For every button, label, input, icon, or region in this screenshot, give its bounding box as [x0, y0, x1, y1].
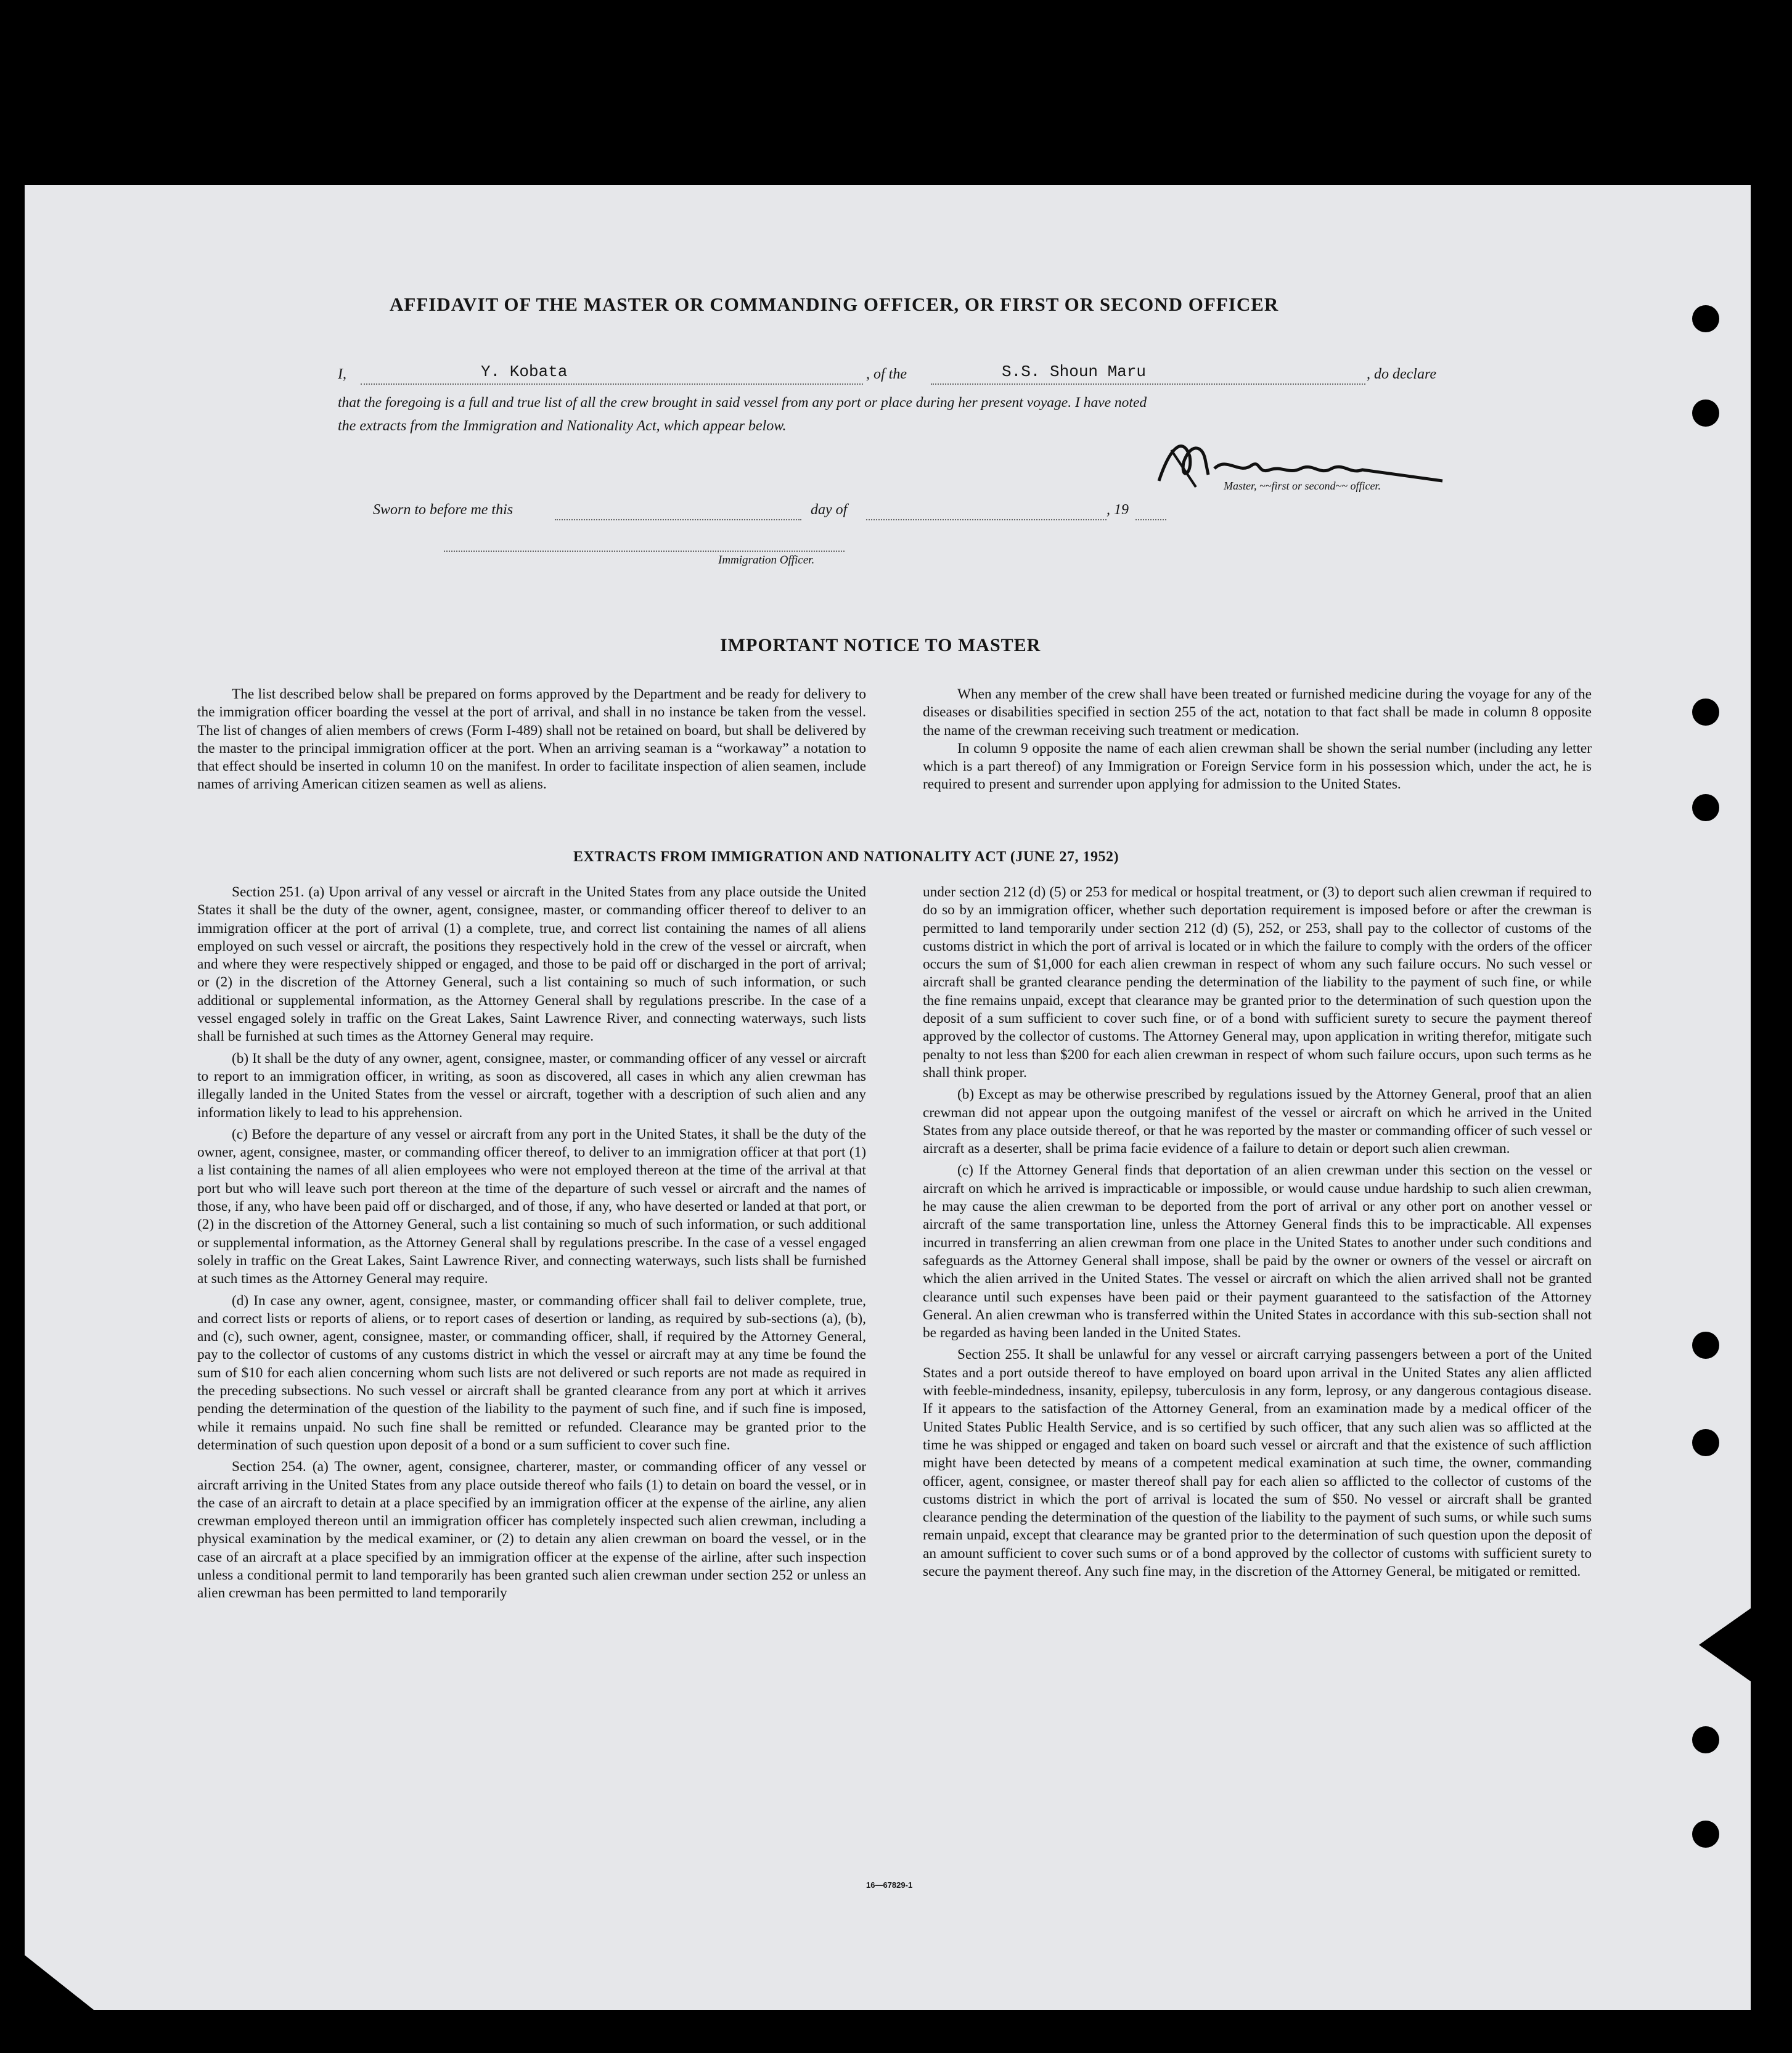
affidavit-title: AFFIDAVIT OF THE MASTER OR COMMANDING OFFICER, OR FIRST OR SECOND OFFICER — [390, 293, 1279, 315]
binder-hole — [1692, 1429, 1719, 1456]
i-label: I, — [338, 366, 346, 382]
notice-right-p2: In column 9 opposite the name of each alien crewman shall be shown the serial number (including any letter which is a part thereof) of any Immigration or Foreign Service form in his possession which, under the act, he is required to present and surrender upon applying for admission to the United States. — [923, 740, 1592, 793]
notice-left-text: The list described below shall be prepared on forms approved by the Department and be ready for delivery to the immigration officer boarding the vessel at the port of arrival, and shall in no instance be taken from the vessel. The list of changes of alien members of crews (Form I-489) shall not be retained on board, but shall be delivered by the master to the principal immigration officer at the port. When an arriving seaman is a “workaway” a notation to that effect should be inserted in column 10 on the manifest. In order to facilitate inspection of alien seamen, include names of arriving American citizen seamen as well as aliens. — [197, 686, 866, 793]
section-251a: Section 251. (a) Upon arrival of any vessel or aircraft in the United States from any place outside the United States it shall be the duty of the owner, agent, consignee, master, or commanding officer thereof to deliver to an immigration officer at the port of arrival (1) a complete, true, and correct list containing the names of all aliens employed on such vessel or aircraft, the positions they respectively hold in the crew of the vessel or aircraft, when and where they were respectively shipped or engaged, and those to be paid off or discharged in the port of arrival; or (2) in the discretion of the Attorney General, such a list containing so much of such information, or such additional or supplemental information, as the Attorney General shall by regulations prescribe. In the case of a vessel engaged solely in traffic on the Great Lakes, Saint Lawrence River, and connecting waterways, such lists shall be furnished at such times as the Attorney General may require. — [197, 884, 866, 1045]
sworn-label: Sworn to before me this — [373, 502, 513, 518]
statement-line-1: that the foregoing is a full and true list of all the crew brought in said vessel from any port or place during her present voyage. I have noted — [338, 395, 1147, 411]
notice-title: IMPORTANT NOTICE TO MASTER — [720, 635, 1041, 655]
notice-left-column — [197, 686, 866, 798]
year-label: , 19 — [1107, 502, 1129, 518]
binder-hole — [1692, 794, 1719, 821]
statement-line-2: the extracts from the Immigration and Nationality Act, which appear below. — [338, 418, 787, 434]
binder-hole — [1692, 1332, 1719, 1359]
immigration-officer-label: Immigration Officer. — [718, 554, 815, 567]
binder-hole — [1692, 400, 1719, 427]
binder-hole — [1692, 699, 1719, 726]
section-251c: (c) Before the departure of any vessel or aircraft from any port in the United States, it shall be the duty of the owner, agent, consignee, master, or commanding officer thereof, to deliver to an immigration officer at that port (1) a list containing the names of all alien employees who were not employed thereon at the time of the arrival at that port but who will leave such port thereon at the time of the departure of such vessel or aircraft and the names of those, if any, who have been paid off or discharged, and of those, if any, who have deserted or landed at that port, or (2) in the discretion of the Attorney General, such a list containing so much of such information, or such additional or supplemental information, as the Attorney General shall by regulations prescribe. In the case of a vessel engaged solely in traffic on the Great Lakes, Saint Lawrence River, and connecting waterways, such lists shall be furnished at such times as the Attorney General may require. — [197, 1126, 866, 1287]
section-254a-cont: under section 212 (d) (5) or 253 for medical or hospital treatment, or (3) to deport such alien crewman if required to do so by an immigration officer, whether such deportation requirement is imposed before or after the crewman is permitted to land temporarily under section 212 (d) (5), 252, or 253, shall pay to the collector of customs of the customs district in which the port of arrival is located or in which the failure to comply with the orders of the officer occurs the sum of $1,000 for each alien crewman in respect of whom any such failure occurs. No such vessel or aircraft shall be granted clearance pending the determination of the liability to the payment of such fine, or while the fine remains unpaid, except that clearance may be granted prior to the determination of such question upon the deposit of a sum sufficient to cover such fine, or of a bond with sufficient surety to secure the payment thereof approved by the collector of customs. The Attorney General may, upon application in writing therefor, mitigate such penalty to not less than $200 for each alien crewman in respect of whom such failure occurs, upon such terms as he shall think proper. — [923, 884, 1592, 1081]
section-254c: (c) If the Attorney General finds that deportation of an alien crewman under this section on the vessel or aircraft on which he arrived is impracticable or impossible, or would cause undue hardship to such alien crewman, he may cause the alien crewman to be deported from the port of arrival or any other port on another vessel or aircraft of the same transportation line, unless the Attorney General finds this to be impracticable. All expenses incurred in transferring an alien crewman from one place in the United States to another under such conditions and safeguards as the Attorney General shall impose, shall be paid by the owner or owners of the vessel or aircraft on which the alien arrived in the United States. The vessel or aircraft on which the alien arrived shall not be granted clearance until such expenses have been paid or their payment guaranteed to the satisfaction of the Attorney General. An alien crewman who is transferred within the United States in accordance with this sub-section shall not be regarded as having been landed in the United States. — [923, 1162, 1592, 1342]
extracts-left-column — [197, 883, 866, 1607]
section-254a: Section 254. (a) The owner, agent, consignee, charterer, master, or commanding officer of any vessel or aircraft arriving in the United States from any place outside thereof who fails (1) to detain on board the vessel, or in the case of an aircraft to detain at a place specified by an immigration officer at the expense of the airline, any alien crewman employed thereon until an immigration officer has completely inspected such alien crewman, including a physical examination by the medical examiner, or (2) to detain any alien crewman on board the vessel, or in the case of an aircraft at a place specified by an immigration officer at the expense of the airline, after such inspection unless a conditional permit to land temporarily has been granted such alien crewman under section 252 or unless an alien crewman has been permitted to land temporarily — [197, 1459, 866, 1602]
vessel-name-field[interactable]: S.S. Shoun Maru — [1002, 363, 1147, 381]
section-251b: (b) It shall be the duty of any owner, agent, consignee, master, or commanding officer of any vessel or aircraft to report to an immigration officer, in writing, as soon as discovered, all cases in which any alien crewman has illegally landed in the United States from the vessel or aircraft, together with a description of such alien and any information likely to lead to his apprehension. — [197, 1050, 866, 1121]
declare-label: , do declare — [1367, 366, 1437, 382]
master-name-field[interactable]: Y. Kobata — [481, 363, 568, 381]
binder-hole — [1692, 305, 1719, 332]
section-254b: (b) Except as may be otherwise prescribed by regulations issued by the Attorney General, proof that an alien crewman did not appear upon the outgoing manifest of the vessel or aircraft on which he arrived in the United States from any place outside thereof, or that he was reported by the master or commanding officer of such vessel or aircraft as a deserter, shall be prima facie evidence of a failure to detain or deport such alien crewman. — [923, 1086, 1592, 1157]
day-of-label: day of — [811, 502, 848, 518]
of-the-label: , of the — [866, 366, 907, 382]
section-255: Section 255. It shall be unlawful for any vessel or aircraft carrying passengers between a port of the United States and a port outside thereof to have employed on board upon arrival in the United States any alien afflicted with feeble-mindedness, insanity, epilepsy, tuberculosis in any form, leprosy, or any dangerous contagious disease. If it appears to the satisfaction of the Attorney General, from an examination made by a medical officer of the United States Public Health Service, and is so certified by such officer, that any such alien was so afflicted at the time he was shipped or engaged and taken on board such vessel or aircraft and that the existence of such affliction might have been detected by means of a competent medical examination at such time, the owner, commanding officer, agent, consignee, or master thereof shall pay for each alien so afflicted to the collector of customs of the customs district in which the port of arrival is located the sum of $50. No vessel or aircraft shall be granted clearance pending the determination of the question of the liability to the payment of such sums, or while such sums remain unpaid, except that clearance may be granted prior to the determination of such question upon the deposit of an amount sufficient to cover such sums or of a bond approved by the collector of customs with sufficient surety to secure the payment thereof. Any such fine may, in the discretion of the Attorney General, be mitigated or remitted. — [923, 1346, 1592, 1580]
binder-hole — [1692, 1821, 1719, 1848]
notice-right-column — [923, 686, 1592, 798]
section-251d: (d) In case any owner, agent, consignee, master, or commanding officer shall fail to deliver complete, true, and correct lists or reports of aliens, or to report cases of desertion or landing, as required by sub-sections (a), (b), and (c), such owner, agent, consignee, master, or commanding officer, shall, if required by the Attorney General, pay to the collector of customs of any customs district in which the vessel or aircraft may at any time be found the sum of $10 for each alien concerning whom such lists are not delivered or such reports are not made as required in the preceding subsections. No such vessel or aircraft shall be granted clearance from any port at which it arrives pending the determination of the question of the liability to the payment of such fine, and if such fine is imposed, while it remains unpaid. No such fine shall be remitted or refunded. Clearance may be granted prior to the determination of such question upon deposit of a bond or a sum sufficient to cover such fine. — [197, 1292, 866, 1453]
binder-hole — [1692, 1726, 1719, 1753]
extracts-right-column — [923, 883, 1592, 1584]
extracts-title: EXTRACTS FROM IMMIGRATION AND NATIONALITY ACT (JUNE 27, 1952) — [573, 849, 1119, 865]
signature-caption: Master, ~~first or second~~ officer. — [1224, 480, 1381, 492]
notice-right-p1: When any member of the crew shall have been treated or furnished medicine during the voyage for any of the diseases or disabilities specified in section 255 of the act, notation to that fact shall be made in column 8 opposite the name of the crewman receiving such treatment or medication. — [923, 686, 1592, 739]
form-number: 16—67829-1 — [866, 1880, 913, 1890]
